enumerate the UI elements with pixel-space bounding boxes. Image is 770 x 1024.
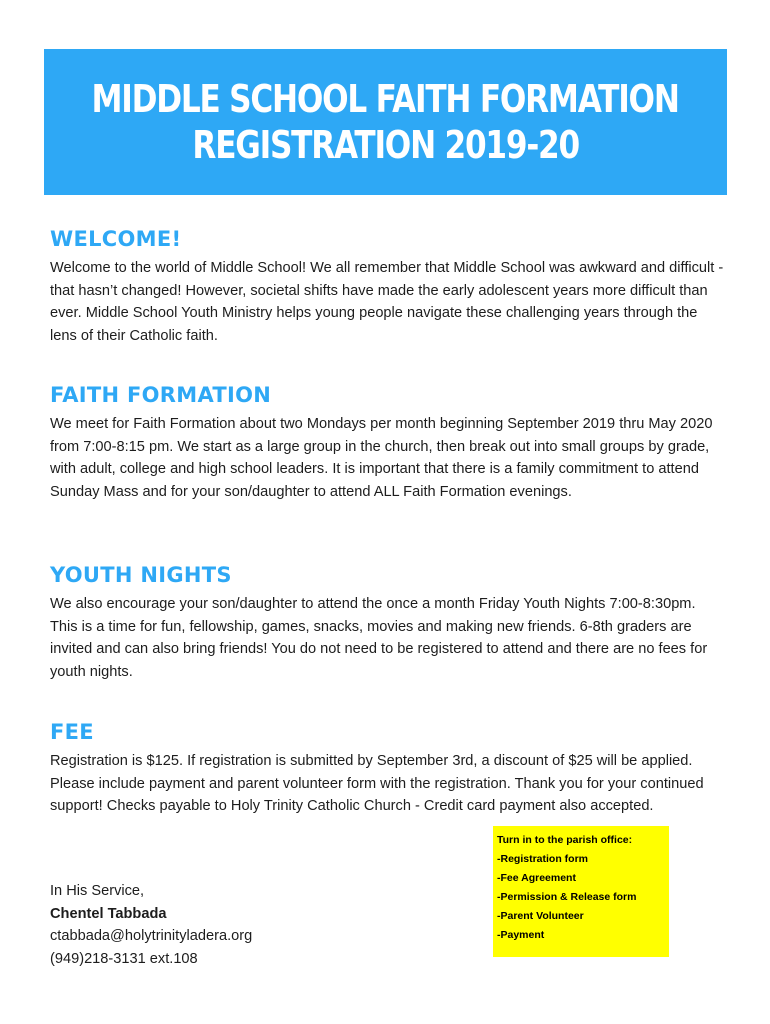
title-banner	[44, 49, 727, 195]
welcome-text: Welcome to the world of Middle School! We all remember that Middle School was awkward and difficult - that hasn’t changed! However, societal shifts have made the early adolescent years more difficult than ever. Middle School Youth Ministry helps young people navigate these challenging years through the lens of their Catholic faith.	[50, 260, 724, 344]
banner-title-line-1: MIDDLE SCHOOL FAITH FORMATION	[91, 77, 680, 121]
faith-formation-text: We meet for Faith Formation about two Mondays per month beginning September 2019 thru May 2020 from 7:00-8:15 pm. We start as a large group in the church, then break out into small groups by grade, with adult, college and high school leaders. It is important that there is a family commitment to attend Sunday Mass and for your son/daughter to attend ALL Faith Formation evenings.	[50, 416, 713, 500]
faith-formation-section	[50, 383, 725, 503]
fee-section	[50, 720, 725, 818]
welcome-section	[50, 227, 725, 347]
checklist-item: -Fee Agreement	[497, 872, 576, 884]
closing-line: In His Service,	[50, 883, 145, 899]
checklist-title: Turn in to the parish office:	[497, 834, 633, 846]
youth-nights-heading: YOUTH NIGHTS	[50, 563, 232, 587]
signer-name: Chentel Tabbada	[50, 905, 167, 922]
checklist-item: -Parent Volunteer	[497, 910, 584, 922]
checklist-item: -Payment	[497, 929, 545, 941]
turn-in-checklist	[493, 826, 669, 957]
faith-formation-heading: FAITH FORMATION	[50, 383, 272, 407]
contact-phone: (949)218-3131 ext.108	[50, 950, 198, 967]
checklist-item: -Registration form	[497, 853, 589, 865]
signoff-block	[50, 880, 252, 970]
checklist-item: -Permission & Release form	[497, 891, 637, 903]
youth-nights-section	[50, 563, 725, 683]
contact-email: ctabbada@holytrinityladera.org	[50, 928, 253, 944]
banner-title-line-2: REGISTRATION 2019-20	[192, 123, 579, 167]
fee-heading: FEE	[50, 720, 94, 744]
welcome-heading: WELCOME!	[50, 227, 182, 251]
fee-text: Registration is $125. If registration is submitted by September 3rd, a discount of $25 will be applied. Please include payment and parent volunteer form with the registration. Thank you for your continued support! Checks payable to Holy Trinity Catholic Church - Credit card payment also accepted.	[50, 753, 704, 814]
youth-nights-text: We also encourage your son/daughter to attend the once a month Friday Youth Nights 7:00-8:30pm. This is a time for fun, fellowship, games, snacks, movies and making new friends. 6-8th graders are invited and can also bring friends! You do not need to be registered to attend and there are no fees for youth nights.	[50, 596, 708, 680]
